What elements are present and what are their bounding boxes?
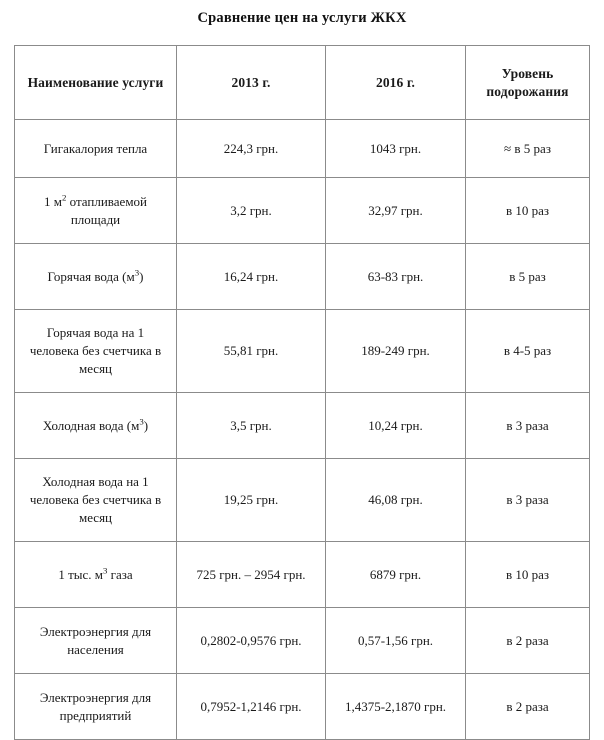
service-text-post: газа [107, 566, 133, 582]
cell-2013: 55,81 грн. [177, 310, 326, 393]
cell-2013: 0,2802-0,9576 грн. [177, 608, 326, 674]
cell-service: Гигакалория тепла [15, 120, 177, 178]
cell-2013: 725 грн. – 2954 грн. [177, 542, 326, 608]
cell-2016: 63-83 грн. [326, 244, 466, 310]
table-row [15, 674, 590, 740]
price-comparison-table [14, 45, 590, 740]
service-text-post: отапливаемой площади [66, 193, 147, 227]
cell-service [15, 244, 177, 310]
page-title: Сравнение цен на услуги ЖКХ [197, 10, 407, 26]
cell-2016: 1043 грн. [326, 120, 466, 178]
table-row [15, 120, 590, 178]
table-row [15, 542, 590, 608]
column-header-2016: 2016 г. [326, 46, 466, 120]
cell-growth: в 4-5 раз [466, 310, 590, 393]
cell-2016: 6879 грн. [326, 542, 466, 608]
service-text-pre: Горячая вода (м [47, 268, 135, 284]
service-text-post: ) [139, 268, 144, 284]
cell-growth: в 2 раза [466, 608, 590, 674]
service-text-pre: 1 м [43, 193, 62, 209]
service-text-post: ) [143, 417, 149, 433]
table-row [15, 459, 590, 542]
price-comparison-table-container [14, 45, 589, 740]
cell-2016: 46,08 грн. [326, 459, 466, 542]
cell-2013: 3,2 грн. [177, 178, 326, 244]
cell-2013: 16,24 грн. [177, 244, 326, 310]
superscript: 3 [102, 565, 108, 576]
cell-growth: в 3 раза [466, 459, 590, 542]
cell-2013: 0,7952-1,2146 грн. [177, 674, 326, 740]
cell-growth: ≈ в 5 раз [466, 120, 590, 178]
cell-service: Электроэнергия для предприятий [15, 674, 177, 740]
table-header-row [15, 46, 590, 120]
table-row [15, 244, 590, 310]
column-header-2013: 2013 г. [177, 46, 326, 120]
cell-service: Электроэнергия для населения [15, 608, 177, 674]
cell-growth: в 10 раз [466, 178, 590, 244]
cell-growth: в 2 раза [466, 674, 590, 740]
cell-service [15, 393, 177, 459]
superscript: 3 [139, 416, 144, 427]
cell-service: Холодная вода на 1 человека без счетчика в месяц [15, 459, 177, 542]
service-text-pre: Холодная вода (м [42, 417, 140, 433]
table-body [15, 120, 590, 740]
table-row [15, 393, 590, 459]
cell-2016: 1,4375-2,1870 грн. [326, 674, 466, 740]
cell-service [15, 542, 177, 608]
cell-2016: 32,97 грн. [326, 178, 466, 244]
service-text-pre: 1 тыс. м [58, 566, 103, 582]
cell-service [15, 178, 177, 244]
cell-2013: 224,3 грн. [177, 120, 326, 178]
cell-growth: в 5 раз [466, 244, 590, 310]
superscript: 3 [134, 267, 140, 278]
cell-2016: 10,24 грн. [326, 393, 466, 459]
table-row [15, 608, 590, 674]
cell-service: Горячая вода на 1 человека без счетчика в месяц [15, 310, 177, 393]
cell-growth: в 3 раза [466, 393, 590, 459]
superscript: 2 [61, 192, 67, 203]
column-header-growth: Уровень подорожания [466, 46, 590, 120]
column-header-service: Наименование услуги [15, 46, 177, 120]
cell-2013: 3,5 грн. [177, 393, 326, 459]
cell-2013: 19,25 грн. [177, 459, 326, 542]
table-row [15, 310, 590, 393]
table-header [15, 46, 590, 120]
cell-2016: 0,57-1,56 грн. [326, 608, 466, 674]
table-row [15, 178, 590, 244]
cell-growth: в 10 раз [466, 542, 590, 608]
cell-2016: 189-249 грн. [326, 310, 466, 393]
